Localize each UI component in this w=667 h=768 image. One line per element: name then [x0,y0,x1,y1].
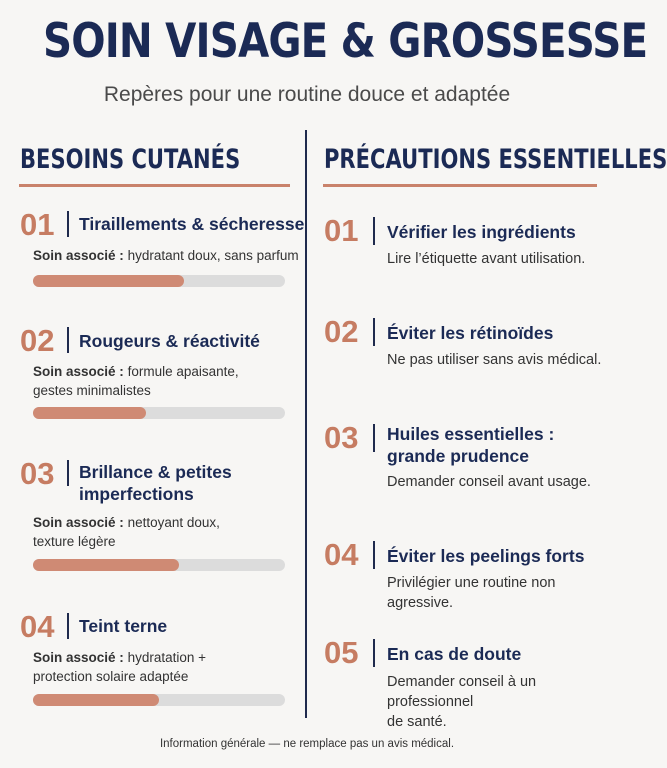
precaution-title-line2: grande prudence [387,446,529,466]
need-separator [67,211,69,237]
need-progress-fill [33,559,179,571]
right-column-heading: PRÉCAUTIONS ESSENTIELLES [324,144,667,175]
care-text-line2: protection solaire adaptée [33,669,189,684]
care-label: Soin associé : [33,248,124,263]
page-subtitle: Repères pour une routine douce et adaptée [103,83,511,106]
left-heading-rule [19,184,290,187]
care-text: hydratant doux, sans parfum [127,248,299,263]
care-text: nettoyant doux, [127,515,220,530]
need-progress-fill [33,275,184,287]
need-care [33,362,239,400]
need-title [79,461,232,505]
precaution-description-line1: Demander conseil à un professionnel [387,674,537,710]
need-title-line1: Brillance & petites [79,462,232,482]
precaution-separator [373,424,375,452]
precaution-title: Éviter les rétinoïdes [387,323,554,343]
precaution-description-line2: de santé. [387,714,447,730]
column-divider [305,130,307,718]
precaution-description [387,672,614,732]
need-title: Rougeurs & réactivité [79,331,260,351]
need-care [33,513,220,551]
right-heading-rule [323,184,597,187]
need-title-line2: imperfections [79,484,194,504]
precaution-separator [373,639,375,667]
need-separator [67,327,69,353]
need-progress-fill [33,694,159,706]
precaution-title: Vérifier les ingrédients [387,222,576,242]
need-care [33,648,206,686]
need-number: 03 [20,456,55,491]
need-number: 02 [20,323,55,358]
need-separator [67,613,69,639]
precaution-number: 03 [324,420,359,455]
need-care [33,246,299,265]
precaution-title [387,423,554,467]
precaution-title: Éviter les peelings forts [387,546,585,566]
need-progress-bar [33,275,285,287]
precaution-separator [373,217,375,245]
page-title: SOIN VISAGE & GROSSESSE [42,14,648,69]
precaution-title-line1: Huiles essentielles : [387,424,555,444]
need-number: 01 [20,207,55,242]
precaution-description: Demander conseil avant usage. [387,474,591,490]
precaution-description: Lire l’étiquette avant utilisation. [387,251,586,267]
precaution-number: 04 [324,537,359,572]
care-label: Soin associé : [33,650,124,665]
need-title: Teint terne [79,616,168,636]
need-progress-bar [33,559,285,571]
need-progress-bar [33,407,285,419]
care-label: Soin associé : [33,364,124,379]
need-progress-bar [33,694,285,706]
footer-disclaimer: Information générale — ne remplace pas un avis médical. [159,738,455,750]
care-text-line2: gestes minimalistes [33,383,151,398]
need-progress-fill [33,407,146,419]
precaution-title: En cas de doute [387,644,522,664]
precaution-separator [373,318,375,346]
precaution-number: 01 [324,213,359,248]
precaution-number: 05 [324,635,359,670]
need-number: 04 [20,609,55,644]
precaution-separator [373,541,375,569]
care-label: Soin associé : [33,515,124,530]
need-title: Tiraillements & sécheresse [79,214,305,234]
precaution-number: 02 [324,314,359,349]
precaution-description: Privilégier une routine non agressive. [387,575,556,611]
left-column-heading: BESOINS CUTANÉS [20,144,241,175]
precaution-description: Ne pas utiliser sans avis médical. [387,352,602,368]
care-text: formule apaisante, [127,364,239,379]
need-separator [67,460,69,486]
care-text-line2: texture légère [33,534,116,549]
care-text: hydratation + [127,650,206,665]
